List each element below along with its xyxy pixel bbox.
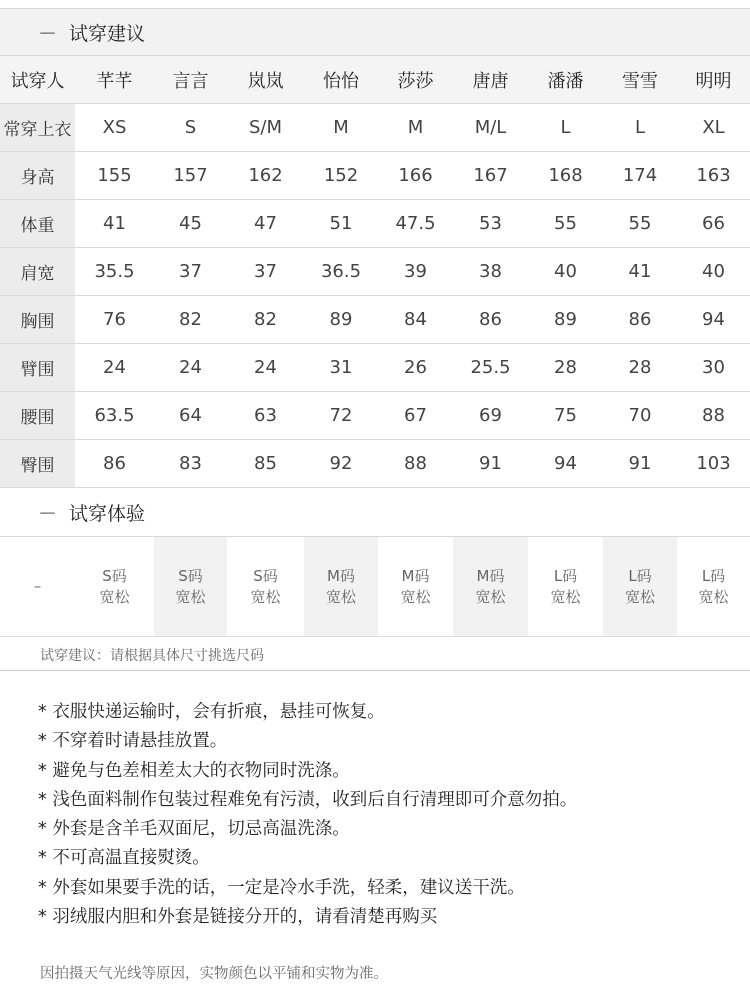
row-label: 肩宽 [0,248,75,295]
table-row [0,440,750,488]
divider [0,670,750,671]
table-cell: 26 [404,357,427,378]
table-row [0,152,750,200]
experience-first-cell: – [33,577,42,595]
care-note: * 避免与色差相差太大的衣物同时洗涤。 [38,760,350,781]
table-row [0,296,750,344]
table-cell: 41 [628,261,652,282]
table-cell: 103 [696,453,731,474]
table-cell: 51 [329,213,353,234]
table-cell: 69 [479,405,502,426]
table-cell: 63 [254,405,277,426]
table-cell: 91 [628,453,652,474]
table-cell: 152 [323,165,359,186]
row-label: 臀围 [0,440,75,487]
experience-size: M码 [327,566,355,585]
care-note: * 外套是含羊毛双面尼，切忌高温洗涤。 [38,819,350,840]
table-row [0,200,750,248]
table-cell: 75 [554,405,577,426]
experience-fit: 宽松 [250,587,281,606]
experience-size: M码 [476,566,505,585]
section-dash: － [38,22,58,45]
table-header-row [0,56,750,104]
table-cell: 91 [479,453,502,474]
table-cell: 86 [479,309,502,330]
table-cell: 40 [702,261,725,282]
experience-fit: 宽松 [325,587,356,606]
care-note: * 不穿着时请悬挂放置。 [38,731,228,752]
table-cell: 24 [254,357,277,378]
table-cell: 94 [554,453,577,474]
experience-fit: 宽松 [175,587,206,606]
experience-fit: 宽松 [698,587,729,606]
table-cell: 38 [479,261,502,282]
person-name: 唐唐 [472,70,509,92]
table-cell: 162 [248,165,283,186]
section-header-experience [0,488,750,537]
table-cell: 94 [702,309,725,330]
person-name: 怡怡 [323,70,359,92]
person-name: 潘潘 [547,70,584,92]
table-cell: 24 [179,357,202,378]
table-cell: M/L [474,117,507,138]
table-cell: XL [702,117,725,138]
person-name: 岚岚 [247,70,284,92]
section-title: 试穿建议 [69,22,146,45]
section-header-suggestion [0,8,750,56]
table-row [0,104,750,152]
table-cell: M [407,117,424,138]
table-cell: 40 [554,261,577,282]
table-cell: 76 [103,309,126,330]
table-cell: 67 [404,405,427,426]
table-cell: S [184,117,197,138]
experience-cell [304,537,378,636]
experience-cell [453,537,528,636]
experience-cell [603,537,677,636]
table-cell: 36.5 [320,261,362,282]
table-row [0,344,750,392]
table-cell: 37 [179,261,202,282]
table-cell: 82 [254,309,277,330]
care-note: * 羽绒服内胆和外套是链接分开的，请看清楚再购买 [38,907,438,928]
table-cell: 28 [554,357,577,378]
table-cell: 82 [179,309,202,330]
table-cell: 63.5 [94,405,135,426]
table-cell: 47 [254,213,277,234]
care-note: * 不可高温直接熨烫。 [38,848,210,869]
table-cell: 86 [103,453,126,474]
size-table [0,56,750,488]
experience-fit: 宽松 [624,587,655,606]
table-cell: L [560,117,571,138]
experience-size: L码 [628,566,652,585]
table-cell: 83 [179,453,202,474]
table-cell: 37 [254,261,277,282]
table-cell: 86 [628,309,652,330]
table-cell: M [333,117,349,138]
table-cell: 72 [329,405,353,426]
table-cell: 35.5 [94,261,135,282]
person-name: 芊芊 [96,70,133,92]
table-cell: 28 [628,357,652,378]
experience-fit: 宽松 [400,587,431,606]
table-cell: XS [102,117,127,138]
experience-size: M码 [401,566,430,585]
experience-size: L码 [701,566,726,585]
table-cell: 55 [628,213,652,234]
person-name: 明明 [695,70,732,92]
table-cell: 166 [398,165,433,186]
table-cell: 41 [103,213,126,234]
experience-cell [75,537,154,636]
table-row [0,392,750,440]
table-cell: 53 [479,213,502,234]
experience-size: S码 [253,566,278,585]
table-row [0,248,750,296]
table-cell: 47.5 [395,213,436,234]
row-label: 臂围 [0,344,75,391]
table-cell: 31 [329,357,353,378]
table-cell: 45 [179,213,202,234]
table-cell: 157 [173,165,208,186]
color-disclaimer: 因拍摄天气光线等原因，实物颜色以平铺和实物为准。 [40,966,388,982]
table-cell: 174 [622,165,658,186]
row-label: 体重 [0,200,75,247]
experience-size: S码 [102,566,127,585]
experience-cell [154,537,227,636]
table-cell: 88 [702,405,725,426]
table-cell: 167 [473,165,508,186]
experience-size: S码 [178,566,203,585]
row-label: 身高 [0,152,75,199]
care-note: * 衣服快递运输时，会有折痕，悬挂可恢复。 [38,702,385,722]
table-cell: 55 [554,213,577,234]
table-cell: 89 [329,309,353,330]
experience-fit: 宽松 [550,587,581,606]
experience-fit: 宽松 [99,587,130,606]
table-cell: 85 [254,453,277,474]
table-cell: S/M [248,117,283,138]
experience-fit: 宽松 [475,587,506,606]
person-name: 莎莎 [397,70,434,92]
person-name: 雪雪 [622,70,658,92]
row-label: 常穿上衣 [0,104,75,151]
section-dash: － [38,502,58,525]
table-cell: 24 [103,357,126,378]
section-title: 试穿体验 [69,502,146,525]
table-cell: 168 [548,165,583,186]
header-label: 试穿人 [0,56,75,103]
table-cell: 70 [628,405,652,426]
care-note: * 浅色面料制作包装过程难免有污渍，收到后自行清理即可介意勿拍。 [38,789,578,810]
experience-size: L码 [553,566,578,585]
experience-row [0,537,750,637]
table-cell: 88 [404,453,427,474]
table-cell: 66 [702,213,725,234]
table-cell: 39 [404,261,427,282]
experience-cell [227,537,304,636]
table-cell: L [634,117,646,138]
row-label: 腰围 [0,392,75,439]
experience-cell [677,537,750,636]
table-cell: 30 [702,357,725,378]
table-cell: 155 [97,165,132,186]
experience-cell [528,537,603,636]
experience-cell [378,537,453,636]
care-notes [38,698,577,932]
row-label: 胸围 [0,296,75,343]
table-cell: 92 [329,453,353,474]
person-name: 言言 [172,70,209,92]
care-note: * 外套如果要手洗的话，一定是冷水手洗，轻柔，建议送干洗。 [38,877,525,898]
table-cell: 25.5 [470,357,511,378]
table-cell: 89 [554,309,577,330]
size-hint: 试穿建议：请根据具体尺寸挑选尺码 [40,648,264,664]
table-cell: 163 [696,165,731,186]
table-cell: 84 [404,309,427,330]
table-cell: 64 [179,405,202,426]
